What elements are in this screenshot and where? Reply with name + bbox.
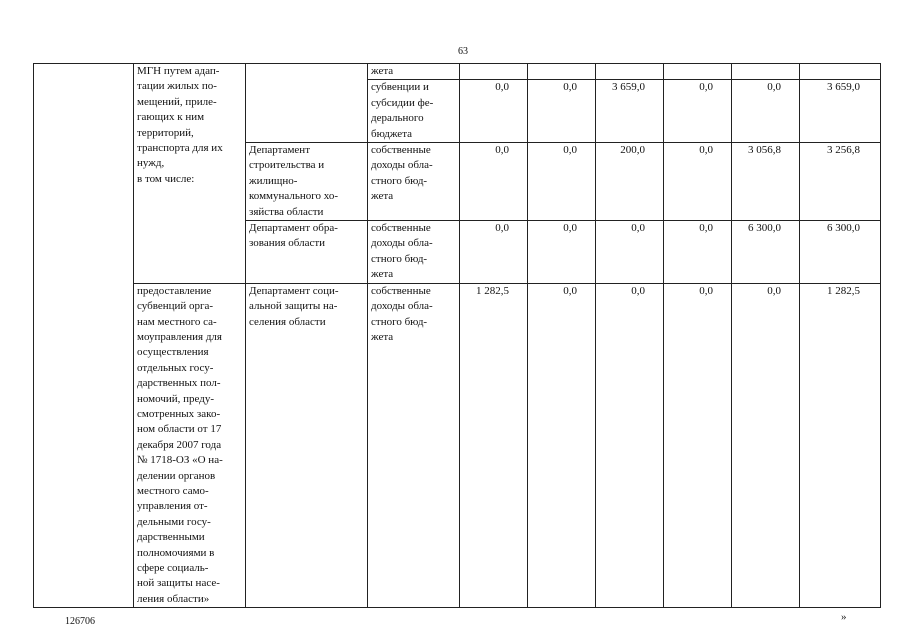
executor-cell [246,64,368,143]
total-cell [800,64,881,80]
value-cell [528,64,596,80]
blank-first-column-cell [34,64,134,608]
value-cell: 0,0 [528,221,596,284]
budget-table [33,63,881,608]
value-cell [732,64,800,80]
value-cell [664,64,732,80]
total-cell: 3 659,0 [800,80,881,143]
value-cell: 0,0 [528,80,596,143]
funding-source-cell: собственные доходы обла- стного бюд- жета [368,283,460,608]
value-cell [596,64,664,80]
value-cell: 0,0 [460,143,528,221]
table-row [34,283,881,608]
closing-quote-mark: » [841,611,847,623]
value-cell: 0,0 [664,80,732,143]
table-row [34,64,881,80]
value-cell: 0,0 [596,283,664,608]
measure-description-cell [134,283,246,608]
funding-source-cell: собственные доходы обла- стного бюд- жета [368,143,460,221]
value-cell: 0,0 [460,80,528,143]
measure-description: предоставление субвенций орга- нам местного са- моуправления для осуществления отдельных госу- дарственных пол- номочий, преду- смотренных зако- ном области от 17 декабря 2007 года № 1718-ОЗ «О на- делении органов местного само- управления от- дельными госу- дарственными полномочиями в сфере социаль- ной защиты насе- ления области» [137,284,223,605]
value-cell [460,64,528,80]
funding-source-cell: субвенции и субсидии фе- дерального бюджета [368,80,460,143]
measure-description: МГН путем адап- тации жилых по- мещений, приле- гающих к ним территорий, транспорта для их нужд, в том числе: [137,65,223,185]
value-cell: 3 659,0 [596,80,664,143]
value-cell: 0,0 [664,283,732,608]
value-cell: 0,0 [732,80,800,143]
value-cell: 0,0 [528,143,596,221]
value-cell: 0,0 [528,283,596,608]
funding-source-cell: жета [368,64,460,80]
value-cell: 3 056,8 [732,143,800,221]
total-cell: 1 282,5 [800,283,881,608]
value-cell: 0,0 [596,221,664,284]
document-code: 126706 [65,616,95,627]
value-cell: 200,0 [596,143,664,221]
executor-cell: Департамент строительства и жилищно- коммунального хо- зяйства области [246,143,368,221]
value-cell: 1 282,5 [460,283,528,608]
value-cell: 0,0 [460,221,528,284]
value-cell: 0,0 [732,283,800,608]
total-cell: 3 256,8 [800,143,881,221]
funding-source-cell: собственные доходы обла- стного бюд- жета [368,221,460,284]
executor-cell: Департамент обра- зования области [246,221,368,284]
value-cell: 6 300,0 [732,221,800,284]
value-cell: 0,0 [664,221,732,284]
page-number: 63 [458,46,468,57]
value-cell: 0,0 [664,143,732,221]
total-cell: 6 300,0 [800,221,881,284]
measure-description-cell [134,64,246,284]
executor-cell: Департамент соци- альной защиты на- селения области [246,283,368,608]
